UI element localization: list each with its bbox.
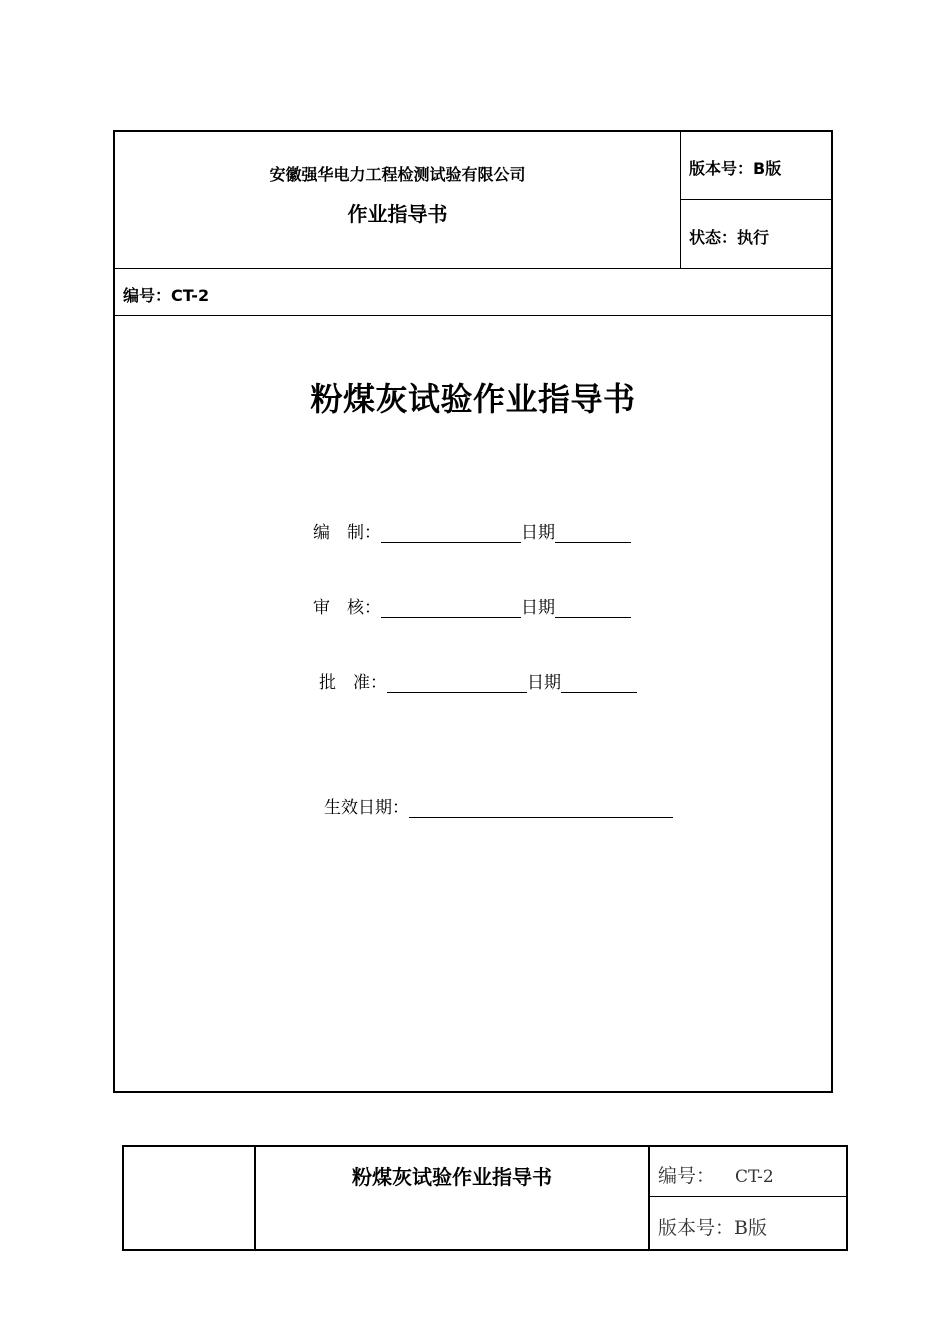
date-label: 日期	[521, 598, 555, 618]
footer-code-label: 编号：	[658, 1165, 716, 1187]
signature-blank	[381, 599, 521, 618]
cover-frame	[113, 130, 833, 1093]
date-blank	[555, 524, 631, 543]
code-text: 编号：CT-2	[123, 286, 210, 305]
version-cell	[681, 132, 833, 200]
main-title: 粉煤灰试验作业指导书	[310, 380, 636, 418]
document-type: 作业指导书	[347, 202, 448, 226]
footer-code-cell	[650, 1145, 848, 1197]
signature-line-review	[313, 593, 631, 618]
signature-label: 批 准：	[319, 673, 387, 693]
signature-label: 编 制：	[313, 523, 381, 543]
footer-title-cell	[254, 1145, 650, 1251]
footer-version-cell	[650, 1197, 848, 1251]
footer-logo-cell	[122, 1145, 256, 1251]
effective-date-label: 生效日期：	[324, 798, 409, 818]
footer-table	[122, 1145, 849, 1252]
signature-blank	[381, 524, 521, 543]
signature-label: 审 核：	[313, 598, 381, 618]
footer-version-text: 版本号：B版	[658, 1217, 767, 1239]
signature-line-approve	[319, 668, 637, 693]
version-text: 版本号：B版	[689, 159, 782, 178]
header-company-cell	[115, 132, 681, 269]
date-blank	[555, 599, 631, 618]
effective-date-blank	[409, 799, 673, 818]
date-blank	[561, 674, 637, 693]
date-label: 日期	[521, 523, 555, 543]
signature-blank	[387, 674, 527, 693]
company-name: 安徽强华电力工程检测试验有限公司	[269, 165, 526, 184]
signature-line-compile	[313, 518, 631, 543]
footer-code-text	[658, 1161, 774, 1188]
status-text: 状态：执行	[689, 228, 770, 247]
code-row	[115, 269, 831, 316]
effective-date-line	[324, 793, 673, 818]
footer-title: 粉煤灰试验作业指导书	[352, 1165, 552, 1189]
date-label: 日期	[527, 673, 561, 693]
status-cell	[681, 200, 833, 269]
footer-code-value: CT-2	[735, 1167, 774, 1187]
